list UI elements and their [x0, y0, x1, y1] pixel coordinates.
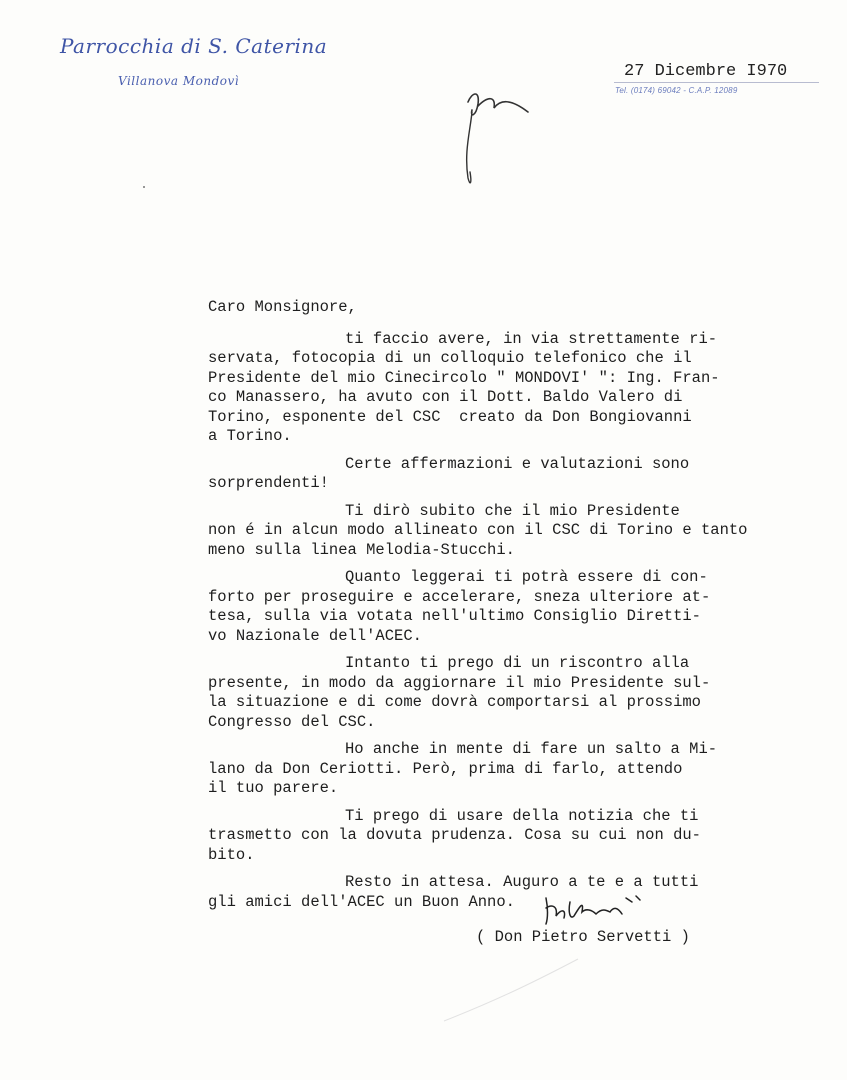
text-line: lano da Don Ceriotti. Però, prima di farlo, attendo — [208, 759, 683, 778]
date-rule-divider — [614, 82, 819, 83]
text-line: Congresso del CSC. — [208, 712, 376, 731]
letter-body — [208, 298, 788, 920]
paragraph-2 — [208, 455, 788, 494]
text-line: Intanto ti prego di un riscontro alla — [345, 654, 690, 672]
letterhead-parish-name: Parrocchia di S. Caterina — [60, 34, 328, 58]
paragraph-1 — [208, 330, 788, 447]
paragraph-5 — [208, 654, 788, 732]
letter-date: 27 Dicembre I970 — [624, 62, 788, 81]
text-line: co Manassero, ha avuto con il Dott. Baldo Valero di — [208, 388, 683, 406]
stray-pen-stroke — [440, 955, 580, 1025]
text-line: non é in alcun modo allineato con il CSC di Torino e tanto — [208, 521, 748, 539]
salutation: Caro Monsignore, — [208, 298, 357, 316]
signature-name: ( Don Pietro Servetti ) — [476, 928, 690, 946]
text-line: servata, fotocopia di un colloquio telefonico che il — [208, 349, 692, 367]
text-line: Torino, esponente del CSC creato da Don Bongiovanni — [208, 407, 692, 426]
paragraph-3 — [208, 502, 788, 561]
text-line: a Torino. — [208, 427, 292, 445]
paragraph-7 — [208, 807, 788, 866]
text-line: la situazione e di come dovrà comportarsi al prossimo — [208, 693, 701, 711]
text-line: Ti dirò subito che il mio Presidente — [345, 501, 680, 520]
text-line: presente, in modo da aggiornare il mio Presidente sul- — [208, 673, 711, 692]
text-line: Presidente del mio Cinecircolo " MONDOVI' ": Ing. Fran- — [208, 368, 720, 387]
paragraph-8 — [208, 873, 788, 912]
text-line: bito. — [208, 845, 255, 864]
text-line: vo Nazionale dell'ACEC. — [208, 626, 422, 645]
text-line: Certe affermazioni e valutazioni sono — [345, 454, 690, 473]
paragraph-4 — [208, 568, 788, 646]
stray-dot — [143, 186, 145, 188]
text-line: il tuo parere. — [208, 779, 339, 797]
text-line: Ti prego di usare della notizia che ti — [345, 806, 699, 825]
handwritten-initial-mark — [458, 82, 538, 192]
text-line: sorprendenti! — [208, 474, 329, 492]
text-line: meno sulla linea Melodia-Stucchi. — [208, 540, 515, 559]
text-line: Ho anche in mente di fare un salto a Mi- — [345, 740, 718, 758]
letterhead-phone-line: Tel. (0174) 69042 - C.A.P. 12089 — [615, 86, 738, 95]
text-line: gli amici dell'ACEC un Buon Anno. — [208, 892, 515, 911]
text-line: trasmetto con la dovuta prudenza. Cosa su cui non du- — [208, 826, 701, 844]
text-line: forto per proseguire e accelerare, sneza ulteriore at- — [208, 587, 711, 606]
text-line: Quanto leggerai ti potrà essere di con- — [345, 568, 708, 586]
text-line: ti faccio avere, in via strettamente ri- — [345, 329, 718, 348]
text-line: tesa, sulla via votata nell'ultimo Consiglio Diretti- — [208, 607, 701, 625]
letterhead-town: Villanova Mondovì — [118, 74, 240, 88]
paragraph-6 — [208, 740, 788, 799]
text-line: Resto in attesa. Auguro a te e a tutti — [345, 873, 699, 891]
handwritten-signature — [540, 888, 660, 932]
